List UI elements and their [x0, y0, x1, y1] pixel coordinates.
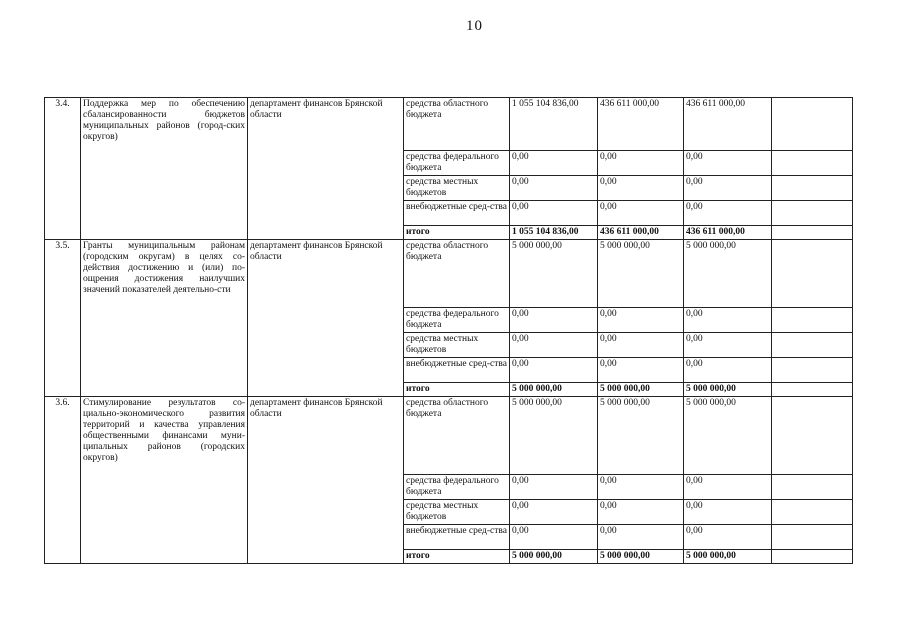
amount-year-1: 0,00 [510, 333, 598, 358]
empty-cell [772, 226, 853, 240]
amount-year-3: 0,00 [684, 500, 772, 525]
amount-year-3: 5 000 000,00 [684, 550, 772, 564]
amount-year-3: 436 611 000,00 [684, 98, 772, 151]
funding-source: внебюджетные сред-ства [404, 358, 510, 383]
amount-year-2: 0,00 [598, 500, 684, 525]
empty-cell [772, 475, 853, 500]
amount-year-2: 0,00 [598, 475, 684, 500]
amount-year-1: 0,00 [510, 308, 598, 333]
item-number: 3.5. [45, 240, 81, 397]
funding-source: средства местных бюджетов [404, 176, 510, 201]
empty-cell [772, 151, 853, 176]
funding-source: итого [404, 550, 510, 564]
amount-year-3: 0,00 [684, 358, 772, 383]
empty-cell [772, 333, 853, 358]
amount-year-1: 0,00 [510, 525, 598, 550]
amount-year-2: 0,00 [598, 201, 684, 226]
item-number: 3.4. [45, 98, 81, 240]
amount-year-2: 5 000 000,00 [598, 240, 684, 308]
table-row [45, 98, 853, 151]
funding-source: средства областного бюджета [404, 240, 510, 308]
amount-year-1: 5 000 000,00 [510, 397, 598, 475]
funding-source: итого [404, 226, 510, 240]
amount-year-2: 0,00 [598, 176, 684, 201]
amount-year-2: 0,00 [598, 525, 684, 550]
amount-year-2: 5 000 000,00 [598, 550, 684, 564]
empty-cell [772, 397, 853, 475]
amount-year-3: 0,00 [684, 525, 772, 550]
amount-year-3: 0,00 [684, 151, 772, 176]
amount-year-3: 0,00 [684, 475, 772, 500]
amount-year-1: 0,00 [510, 176, 598, 201]
amount-year-2: 436 611 000,00 [598, 226, 684, 240]
funding-source: средства местных бюджетов [404, 333, 510, 358]
measure-name: Стимулирование результатов со-циально-экономического развития территорий и качества управления общественными финансами муни-ципальных районов (городских округов) [81, 397, 248, 564]
amount-year-3: 0,00 [684, 308, 772, 333]
empty-cell [772, 383, 853, 397]
amount-year-2: 5 000 000,00 [598, 383, 684, 397]
executor: департамент финансов Брянской области [248, 98, 404, 240]
amount-year-3: 5 000 000,00 [684, 240, 772, 308]
amount-year-2: 0,00 [598, 333, 684, 358]
empty-cell [772, 550, 853, 564]
funding-source: средства федерального бюджета [404, 475, 510, 500]
empty-cell [772, 176, 853, 201]
amount-year-1: 5 000 000,00 [510, 240, 598, 308]
empty-cell [772, 98, 853, 151]
budget-table-body [45, 98, 853, 564]
empty-cell [772, 525, 853, 550]
amount-year-2: 436 611 000,00 [598, 98, 684, 151]
funding-source: средства областного бюджета [404, 98, 510, 151]
page-number: 10 [466, 18, 483, 34]
amount-year-1: 5 000 000,00 [510, 383, 598, 397]
amount-year-1: 5 000 000,00 [510, 550, 598, 564]
table-row [45, 397, 853, 475]
empty-cell [772, 308, 853, 333]
empty-cell [772, 358, 853, 383]
funding-source: средства федерального бюджета [404, 151, 510, 176]
amount-year-1: 0,00 [510, 475, 598, 500]
amount-year-3: 0,00 [684, 201, 772, 226]
amount-year-2: 0,00 [598, 151, 684, 176]
empty-cell [772, 240, 853, 308]
amount-year-1: 0,00 [510, 201, 598, 226]
funding-source: средства областного бюджета [404, 397, 510, 475]
amount-year-3: 0,00 [684, 176, 772, 201]
amount-year-1: 0,00 [510, 500, 598, 525]
amount-year-1: 0,00 [510, 358, 598, 383]
measure-name: Поддержка мер по обеспечению сбалансированности бюджетов муниципальных районов (город-ских округов) [81, 98, 248, 240]
amount-year-3: 436 611 000,00 [684, 226, 772, 240]
amount-year-2: 0,00 [598, 358, 684, 383]
funding-source: средства федерального бюджета [404, 308, 510, 333]
empty-cell [772, 201, 853, 226]
amount-year-3: 5 000 000,00 [684, 397, 772, 475]
item-number: 3.6. [45, 397, 81, 564]
funding-source: внебюджетные сред-ства [404, 201, 510, 226]
funding-source: итого [404, 383, 510, 397]
budget-table [44, 97, 853, 564]
empty-cell [772, 500, 853, 525]
table-row [45, 240, 853, 308]
amount-year-3: 5 000 000,00 [684, 383, 772, 397]
funding-source: средства местных бюджетов [404, 500, 510, 525]
amount-year-1: 1 055 104 836,00 [510, 226, 598, 240]
funding-source: внебюджетные сред-ства [404, 525, 510, 550]
amount-year-1: 0,00 [510, 151, 598, 176]
measure-name: Гранты муниципальным районам (городским округам) в целях со-действия достижению и (или) по-ощрения достижения наилучших значений показателей деятельно-сти [81, 240, 248, 397]
amount-year-1: 1 055 104 836,00 [510, 98, 598, 151]
amount-year-2: 0,00 [598, 308, 684, 333]
amount-year-2: 5 000 000,00 [598, 397, 684, 475]
executor: департамент финансов Брянской области [248, 240, 404, 397]
amount-year-3: 0,00 [684, 333, 772, 358]
executor: департамент финансов Брянской области [248, 397, 404, 564]
